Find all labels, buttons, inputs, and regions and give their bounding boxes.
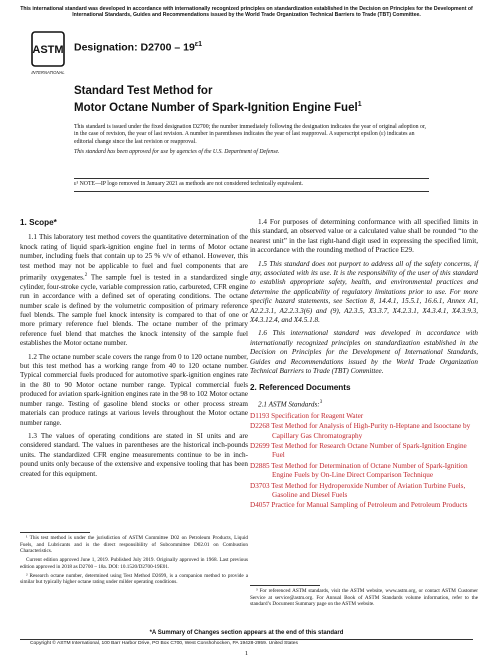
footnote-rule-left xyxy=(20,532,90,533)
reference-code-link[interactable]: D2699 xyxy=(250,441,270,450)
right-footnotes xyxy=(250,588,478,610)
svg-text:ASTM: ASTM xyxy=(32,44,64,56)
left-footnotes xyxy=(20,535,248,588)
title-line-2: Motor Octane Number of Spark-Ignition Engine Fuel xyxy=(74,101,358,114)
para-1-3: 1.3 The values of operating conditions are stated in SI units and are considered standard. The values in parentheses are the historical inch-pounds units. The standardized CFR engine measurements continue to be in inch-pound units only because of the extensive and expensive tooling that has been created for this equipment. xyxy=(20,431,248,478)
editorial-note-block xyxy=(74,181,429,191)
editorial-note: ε¹ NOTE—IP logo removed in January 2021 as methods are not considered technically equivalent. xyxy=(74,181,304,187)
astm-standards-footnote: 3 xyxy=(319,399,323,405)
para-1-1 xyxy=(20,233,248,348)
reference-title-link[interactable]: Test Method for Determination of Octane Number of Spark-Ignition Engine Fuels by On-Line Direct Comparison Technique xyxy=(271,461,468,480)
reference-title-link[interactable]: Specification for Reagent Water xyxy=(271,411,364,420)
reference-title-link[interactable]: Practice for Manual Sampling of Petroleum and Petroleum Products xyxy=(271,501,468,510)
astm-logo-icon xyxy=(30,30,66,78)
para-1-2: 1.2 The octane number scale covers the range from 0 to 120 octane number, but this test method has a working range from 40 to 120 octane number. Typical commercial fuels produced for automotive spark-ignition engines rate in the 80 to 90 Motor octane number range. Typical commercial fuels produced for aviation spark-ignition engines rate in the 98 to 102 Motor octane number range. Testing of gasoline blend stocks or other process stream materials can produce ratings at various levels throughout the Motor octane number range. xyxy=(20,352,248,427)
reference-code-link[interactable]: D3703 xyxy=(250,481,270,490)
para-1-4: 1.4 For purposes of determining conformance with all specified limits in this standard, an observed value or a calculated value shall be rounded “to the nearest unit” in the last right-hand digit used in expressing the specified limit, in accordance with the rounding method of Practice E29. xyxy=(250,218,478,255)
title-footnote-mark: 1 xyxy=(357,101,362,108)
divider-footer xyxy=(20,639,473,640)
reference-item xyxy=(250,501,478,510)
reference-title-link[interactable]: Test Method for Research Octane Number of Spark-Ignition Engine Fuel xyxy=(271,441,467,460)
astm-standards-label: 2.1 ASTM Standards: xyxy=(258,400,320,409)
title-line-1: Standard Test Method for xyxy=(74,85,213,97)
designation xyxy=(74,41,202,54)
reference-item xyxy=(250,482,478,501)
footnote-3: ³ For referenced ASTM standards, visit the ASTM website, www.astm.org, or contact ASTM Customer Service at service@astm.org. For Annual Book of ASTM Standards volume information, refer to the standard’s Document Summary page on the ASTM website. xyxy=(250,588,478,608)
document-title xyxy=(74,84,362,115)
reference-item xyxy=(250,442,478,461)
reference-list xyxy=(250,412,478,511)
reference-code-link[interactable]: D4057 xyxy=(250,501,270,510)
issued-note: This standard is issued under the fixed designation D2700; the number immediately following the designation indicates the year of original adoption or, in the case of revision, the year of last revision. A number in parentheses indicates the year of last reapproval. A superscript epsilon (ε) indicates an editorial change since the last revision or reapproval. xyxy=(74,124,427,145)
reference-item xyxy=(250,422,478,441)
footnote-1b: Current edition approved June 1, 2019. Published July 2019. Originally approved in 1968. Last previous edition approved in 2018 as D2700 – 18a. DOI: 10.1520/D2700-19E01. xyxy=(20,557,248,570)
reference-item xyxy=(250,462,478,481)
left-column xyxy=(20,218,248,483)
reference-code-link[interactable]: D2885 xyxy=(250,461,270,470)
para-1-1-text: 1.1 This laboratory test method covers the quantitative determination of the knock rating of liquid spark-ignition engine fuel in terms of Motor octane number, including fuels that contain up to 25 % v/v of ethanol. However, this test method may not be applicable to fuel and fuel components that are primarily oxygenates. xyxy=(20,233,248,282)
approved-note: This standard has been approved for use by agencies of the U.S. Department of Defense. xyxy=(74,149,280,156)
reference-code-link[interactable]: D1193 xyxy=(250,411,270,420)
divider-top xyxy=(74,178,429,179)
page-number: 1 xyxy=(244,650,249,657)
para-1-1-footnote: 2 xyxy=(84,273,88,279)
astm-standards-subheading xyxy=(258,398,478,410)
standard-notes xyxy=(74,124,429,160)
para-1-6: 1.6 This international standard was developed in accordance with internationally recognized principles on standardization established in the Decision on Principles for the Development of International Standards, Guides and Recommendations issued by the World Trade Organization Technical Barriers to Trade (TBT) Committee. xyxy=(250,329,478,376)
para-1-5: 1.5 This standard does not purport to address all of the safety concerns, if any, associated with its use. It is the responsibility of the user of this standard to establish appropriate safety, health, and environmental practices and determine the applicability of regulatory limitations prior to use. For more specific hazard statements, see Section 8, 14.4.1, 15.5.1, 16.6.1, Annex A1, A2.2.3.1, A2.2.3.3(6) and (9), A2.3.5, X3.3.7, X4.2.3.1, X4.3.4.1, X4.3.9.3, X4.3.12.4, and X4.5.1.8. xyxy=(250,259,478,325)
reference-code-link[interactable]: D2268 xyxy=(250,422,270,431)
reference-title-link[interactable]: Test Method for Analysis of High-Purity n-Heptane and Isooctane by Capillary Gas Chromatography xyxy=(271,422,471,440)
footnote-1: ¹ This test method is under the jurisdiction of ASTM Committee D02 on Petroleum Products, Liquid Fuels, and Lubricants and is the direct responsibility of Subcommittee D02.01 on Combustion Characteristics. xyxy=(20,535,248,555)
scope-heading: 1. Scope* xyxy=(20,218,57,227)
referenced-documents-heading: 2. Referenced Documents xyxy=(250,382,351,392)
divider-bottom xyxy=(74,191,429,192)
footnote-rule-right xyxy=(250,585,320,586)
right-column xyxy=(250,218,478,512)
designation-superscript: ε1 xyxy=(194,41,203,48)
reference-title-link[interactable]: Test Method for Hydroperoxide Number of Aviation Turbine Fuels, Gasoline and Diesel Fuels xyxy=(271,481,466,499)
summary-of-changes-note: *A Summary of Changes section appears at the end of this standard xyxy=(149,630,344,636)
notice-banner: This international standard was developed in accordance with internationally recognized principles on standardization established in the Decision on Principles for the Development of International Standards, Guides and Recommendations issued by the World Trade Organization Technical Barriers to Trade (TBT) Committee. xyxy=(20,6,473,19)
designation-label: Designation: D2700 – 19 xyxy=(74,41,195,54)
copyright-line: Copyright © ASTM International, 100 Barr Harbor Drive, PO Box C700, West Conshohocken, PA 19428-2959. United States xyxy=(30,641,298,646)
para-1-1-continued: The sample fuel is tested in a standardized single cylinder, four-stroke cycle, variable compression ratio, carbureted, CFR engine run in accordance with a defined set of operating conditions. The octane number scale is defined by the volumetric composition of primary reference fuel blends. The sample fuel knock intensity is compared to that of one or more primary reference fuel blends. The octane number of the primary reference fuel blend that matches the knock intensity of the sample fuel establishes the Motor octane number. xyxy=(20,273,248,348)
footnote-2: ² Research octane number, determined using Test Method D2699, is a companion method to provide a similar but typically higher octane rating under milder operating conditions. xyxy=(20,572,248,586)
svg-text:INTERNATIONAL: INTERNATIONAL xyxy=(31,70,65,75)
reference-item xyxy=(250,412,478,421)
